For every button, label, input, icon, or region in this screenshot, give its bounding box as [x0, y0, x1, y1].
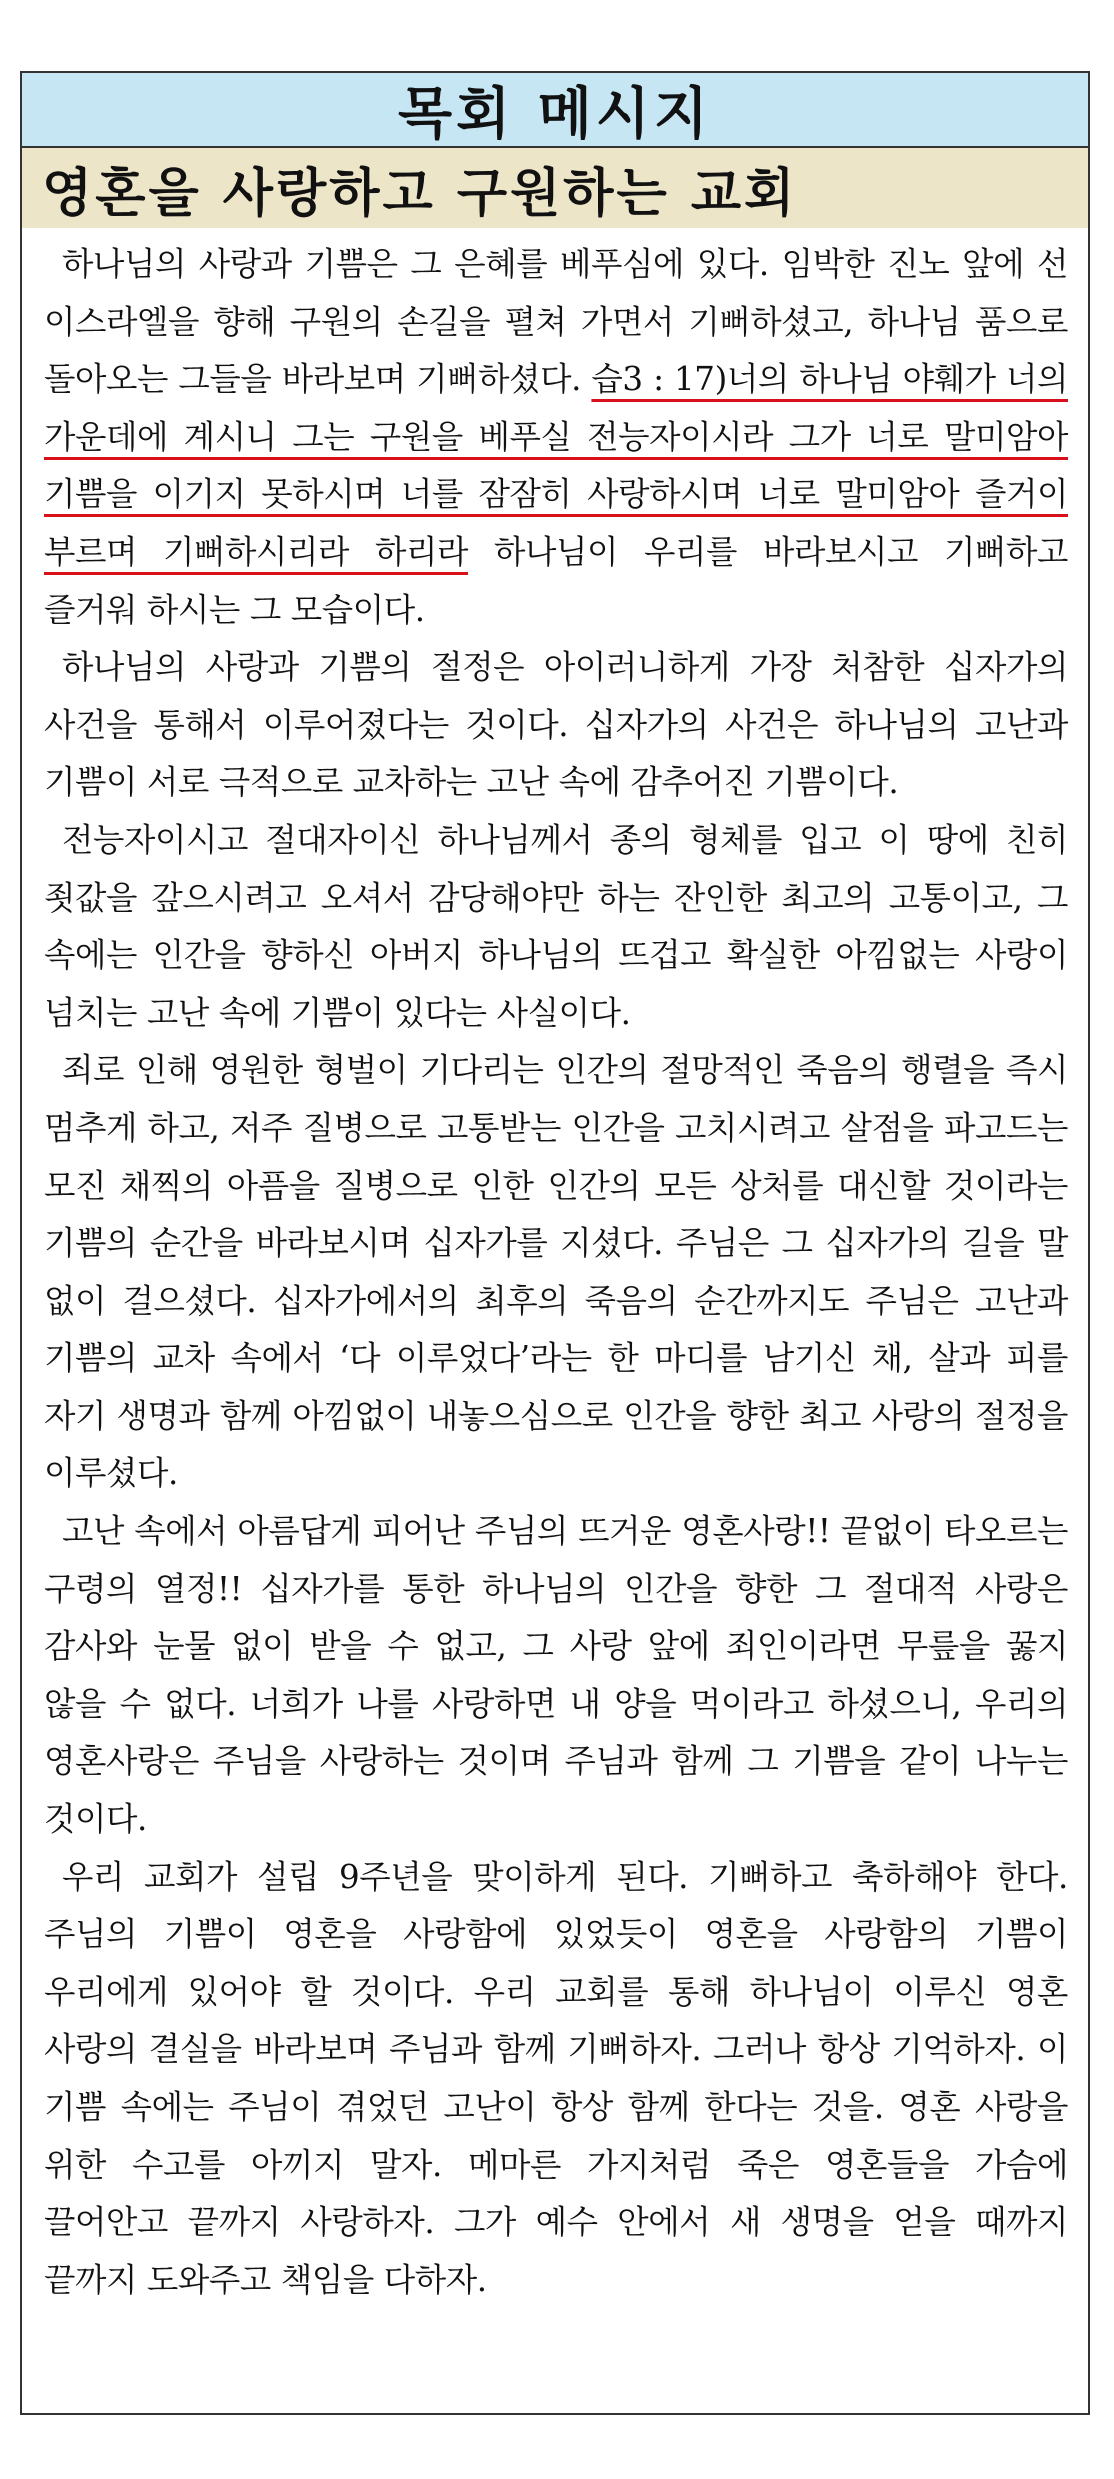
message-frame — [20, 71, 1090, 2415]
title-bar — [22, 73, 1088, 148]
page-title: 목회 메시지 — [398, 81, 712, 147]
message-body — [44, 236, 1068, 2309]
paragraph-3: 전능자이시고 절대자이신 하나님께서 종의 형체를 입고 이 땅에 친히 죗값을 갚으시려고 오셔서 감당해야만 하는 잔인한 최고의 고통이고, 그 속에는 인간을 향하신 아버지 하나님의 뜨겁고 확실한 아낌없는 사랑이 넘치는 고난 속에 기쁨이 있다는 사실이다. — [44, 820, 1068, 1032]
paragraph-5: 고난 속에서 아름답게 피어난 주님의 뜨거운 영혼사랑!! 끝없이 타오르는 구령의 열정!! 십자가를 통한 하나님의 인간을 향한 그 절대적 사랑은 감사와 눈물 없이 받을 수 없고, 그 사랑 앞에 죄인이라면 무릎을 꿇지 않을 수 없다. 너희가 나를 사랑하면 내 양을 먹이라고 하셨으니, 우리의 영혼사랑은 주님을 사랑하는 것이며 주님과 함께 그 기쁨을 같이 나누는 것이다. — [44, 1512, 1068, 1839]
paragraph-2: 하나님의 사랑과 기쁨의 절정은 아이러니하게 가장 처참한 십자가의 사건을 통해서 이루어졌다는 것이다. 십자가의 사건은 하나님의 고난과 기쁨이 서로 극적으로 교차하는 고난 속에 감추어진 기쁨이다. — [44, 648, 1068, 802]
paragraph-4: 죄로 인해 영원한 형벌이 기다리는 인간의 절망적인 죽음의 행렬을 즉시 멈추게 하고, 저주 질병으로 고통받는 인간을 고치시려고 살점을 파고드는 모진 채찍의 아픔을 질병으로 인한 인간의 모든 상처를 대신할 것이라는 기쁨의 순간을 바라보시며 십자가를 지셨다. 주님은 그 십자가의 길을 말 없이 걸으셨다. 십자가에서의 최후의 죽음의 순간까지도 주님은 고난과 기쁨의 교차 속에서 ‘다 이루었다’라는 한 마디를 남기신 채, 살과 피를 자기 생명과 함께 아낌없이 내놓으심으로 인간을 향한 최고 사랑의 절정을 이루셨다. — [44, 1051, 1068, 1493]
scripture-quote: 습3 : 17)너의 하나님 야훼가 너의 가운데에 계시니 그는 구원을 베푸실 전능자이시라 그가 너로 말미암아 기쁨을 이기지 못하시며 너를 잠잠히 사랑하시며 너로 말미암아 즐거이 부르며 기뻐하시리라 하리라 — [44, 360, 1068, 571]
message-heading: 영혼을 사랑하고 구원하는 교회 — [42, 163, 798, 224]
paragraph-1-intro: 하나님의 사랑과 기쁨은 그 은혜를 베푸심에 있다. 임박한 진노 앞에 선 이스라엘을 향해 구원의 손길을 펼쳐 가면서 기뻐하셨고, 하나님 품으로 돌아오는 그들을 바라보며 기뻐하셨다. — [44, 245, 1068, 399]
paragraph-6: 우리 교회가 설립 9주년을 맞이하게 된다. 기뻐하고 축하해야 한다. 주님의 기쁨이 영혼을 사랑함에 있었듯이 영혼을 사랑함의 기쁨이 우리에게 있어야 할 것이다. 우리 교회를 통해 하나님이 이루신 영혼 사랑의 결실을 바라보며 주님과 함께 기뻐하자. 그러나 항상 기억하자. 이 기쁨 속에는 주님이 겪었던 고난이 항상 함께 한다는 것을. 영혼 사랑을 위한 수고를 아끼지 말자. 메마른 가지처럼 죽은 영혼들을 가슴에 끌어안고 끝까지 사랑하자. 그가 예수 안에서 새 생명을 얻을 때까지 끝까지 도와주고 책임을 다하자. — [44, 1857, 1068, 2299]
subtitle-bar — [22, 148, 1088, 228]
paragraph-1-outro: 하나님이 우리를 바라보시고 기뻐하고 즐거워 하시는 그 모습이다. — [44, 532, 1068, 629]
paragraph-1 — [44, 236, 1068, 639]
